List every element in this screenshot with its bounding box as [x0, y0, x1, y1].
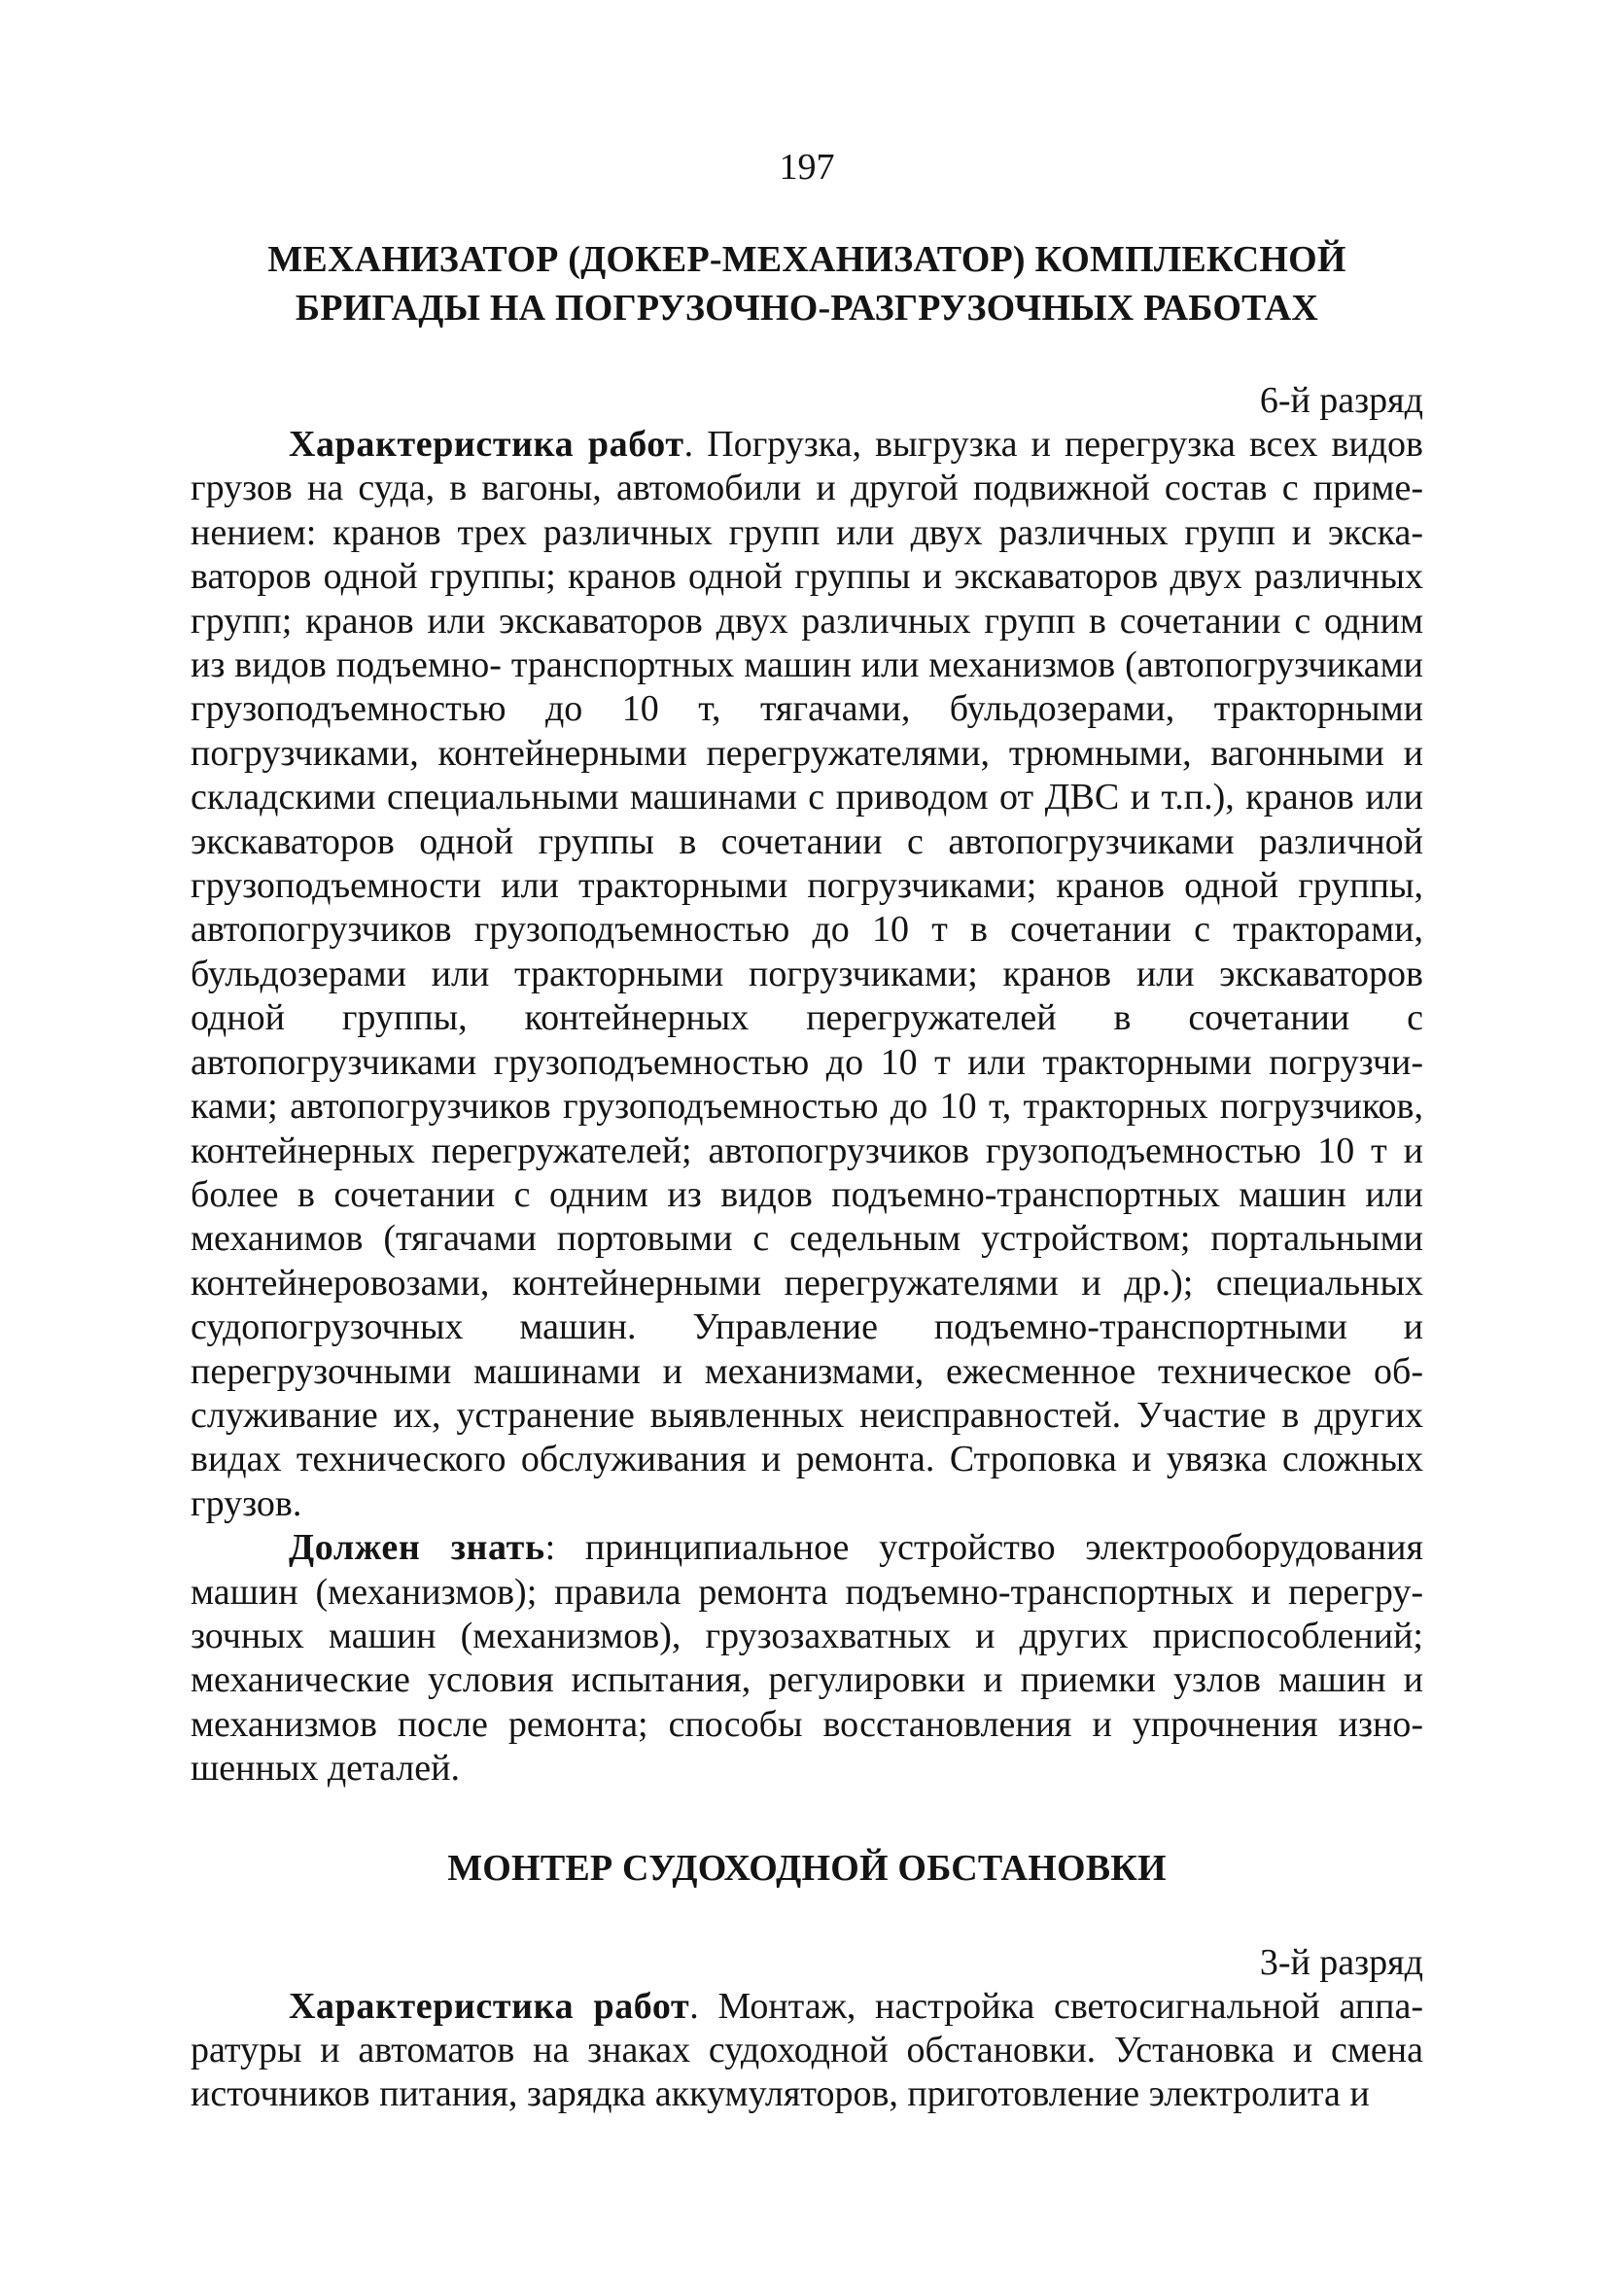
work-characteristics-paragraph — [191, 423, 1423, 1526]
grade-label: 6-й разряд — [1259, 380, 1423, 421]
section-title-line: МЕХАНИЗАТОР (ДОКЕР-МЕХАНИЗАТОР) КОМПЛЕКСНОЙ — [267, 239, 1346, 280]
required-knowledge-paragraph — [191, 1526, 1423, 1791]
work-characteristics-text: . Монтаж, настройка светосигнальной аппаратуры и автоматов на знаках судоходной обстановки. Установка и смена источников питания, зарядка аккумуляторов, приготовление электролита и — [191, 1985, 1424, 2115]
document-page — [191, 146, 1423, 2117]
section-title — [191, 1844, 1423, 1893]
work-characteristics-text: . Погрузка, выгрузка и перегрузка всех видов грузов на суда, в вагоны, автомобили и другой подвижной состав с применением: кранов трех различных групп или двух различных групп и экскаваторов одной группы; кранов одной группы и экскаваторов двух различных групп; кранов или экскаваторов двух различных групп в сочетании с одним из видов подъемно- транспортных машин или механизмов (автопогрузчиками грузоподъемностью до 10 т, тягачами, бульдозерами, тракторными погрузчиками, контейнерными перегружателями, трюмными, вагонными и складскими специальными машинами с приводом от ДВС и т.п.), кранов или экскаваторов одной группы в сочетании с автопогрузчиками различной грузоподъемности или тракторными погрузчиками; кранов одной группы, автопогрузчиков грузоподъемностью до 10 т в сочетании с тракторами, бульдозерами или тракторными погрузчиками; кранов или экскаваторов одной группы, контейнерных перегружателей в сочетании с автопогрузчиками грузоподъемностью до 10 т или тракторными погрузчиками; автопогрузчиков грузоподъемностью до 10 т, тракторных погрузчиков, контейнерных перегружателей; автопогрузчиков грузоподъемностью 10 т и более в сочетании с одним из видов подъемно-транспортных машин или механимов (тягачами портовыми с седельным устройством; портальными контейнеровозами, контейнерными перегружателями и др.); специальных судопогрузочных машин. Управление подъемно-транспортными и перегрузочными машинами и механизмами, ежесменное техническое обслуживание их, устранение выявленных неисправностей. Участие в других видах технического обслуживания и ремонта. Строповка и увязка сложных грузов. — [191, 424, 1424, 1524]
required-knowledge-text: : принципиальное устройство электрооборудования машин (механизмов); правила ремонта подъемно-транспортных и перегрузочных машин (механизмов), грузозахватных и других приспособлений; механические условия испытания, регулировки и приемки узлов машин и механизмов после ремонта; способы восстановления и упрочнения изношенных деталей. — [191, 1527, 1423, 1790]
required-knowledge-heading: Должен знать — [289, 1527, 545, 1569]
work-characteristics-heading: Характеристика работ — [289, 424, 684, 465]
work-characteristics-heading: Характеристика работ — [289, 1985, 690, 2027]
section-title — [191, 235, 1423, 332]
work-characteristics-paragraph — [191, 1985, 1423, 2117]
grade-label: 3-й разряд — [1259, 1941, 1423, 1983]
section-title-line: МОНТЕР СУДОХОДНОЙ ОБСТАНОВКИ — [447, 1847, 1167, 1889]
section-title-line: БРИГАДЫ НА ПОГРУЗОЧНО-РАЗГРУЗОЧНЫХ РАБОТАХ — [295, 288, 1319, 329]
page-number: 197 — [779, 147, 835, 188]
